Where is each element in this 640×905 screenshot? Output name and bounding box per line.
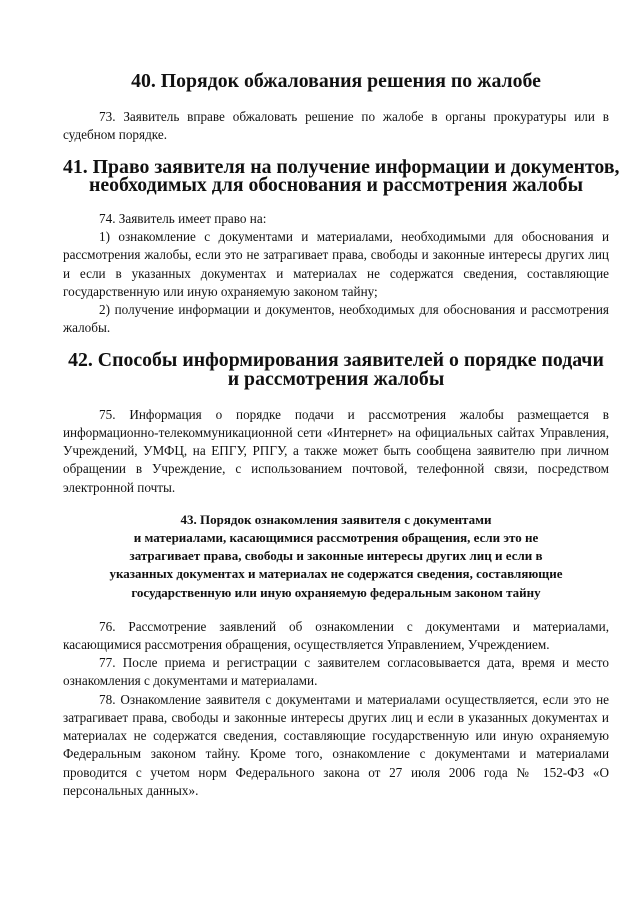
paragraph-76: 76. Рассмотрение заявлений об ознакомлении с документами и материалами, касающимися рассмотрения обращения, осуществляется Управлением, Учреждением. <box>63 618 609 653</box>
section-43-title-line-3: затрагивает права, свободы и законные интересы других лиц и если в <box>129 548 543 564</box>
paragraph-74-item-2: 2) получение информации и документов, необходимых для обоснования и рассмотрения жалобы. <box>63 302 609 336</box>
paragraph-73: 73. Заявитель вправе обжаловать решение по жалобе в органы прокуратуры или в судебном порядке. <box>63 109 609 143</box>
section-42-title <box>63 349 609 390</box>
paragraph-78: 78. Ознакомление заявителя с документами и материалами осуществляется, если это не затрагивает права, свободы и законные интересы других лиц и если в указанных документах и материалах не содержатся сведения, составляющие государственную или иную охраняемую Федеральным законом тайну. Кроме того, ознакомление с документами и материалами проводится с учетом норм Федерального закона от 27 июля 2006 года № 152-ФЗ «О персональных данных». <box>63 691 609 798</box>
section-43-title <box>63 511 609 602</box>
section-43-title-line-5: государственную или иную охраняемую федеральным законом тайну <box>131 584 541 600</box>
section-40-title-text: 40. Порядок обжалования решения по жалобе <box>131 70 541 92</box>
document-page <box>63 70 620 800</box>
section-42-title-line-1: 42. Способы информирования заявителей о порядке подачи <box>68 349 604 372</box>
section-41-title-line-2: необходимых для обоснования и рассмотрения жалобы <box>88 173 584 196</box>
paragraph-77: 77. После приема и регистрации с заявителем согласовывается дата, время и место ознакомления с документами и материалами. <box>63 655 609 689</box>
paragraph-74: 74. Заявитель имеет право на: <box>99 211 267 227</box>
section-40-title <box>63 72 609 90</box>
section-42-title-line-2: и рассмотрения жалобы <box>227 367 445 390</box>
section-43-title-line-4: указанных документах и материалах не содержатся сведения, составляющие <box>109 566 563 582</box>
paragraph-75: 75. Информация о порядке подачи и рассмотрения жалобы размещается в информационно-телекоммуникационной сети «Интернет» на официальных сайтах Управления, Учреждений, УМФЦ, на ЕПГУ, РПГУ, а также может быть сообщена заявителю при личном обращении в Учреждение, с использованием почтовой, телефонной связи, посредством электронной почты. <box>63 406 609 495</box>
section-43-title-line-2: и материалами, касающимися рассмотрения обращения, если это не <box>133 530 539 546</box>
section-41-title-line-1: 41. Право заявителя на получение информации и документов, <box>63 155 620 178</box>
section-43-title-line-1: 43. Порядок ознакомления заявителя с документами <box>180 511 492 527</box>
section-41-title <box>63 155 620 196</box>
paragraph-74-item-1: 1) ознакомление с документами и материалами, необходимыми для обоснования и рассмотрения жалобы, если это не затрагивает права, свободы и законные интересы других лиц и если в указанных документах и материалах не содержатся сведения, составляющие государственную или иную охраняемую законом тайну; <box>63 229 609 299</box>
